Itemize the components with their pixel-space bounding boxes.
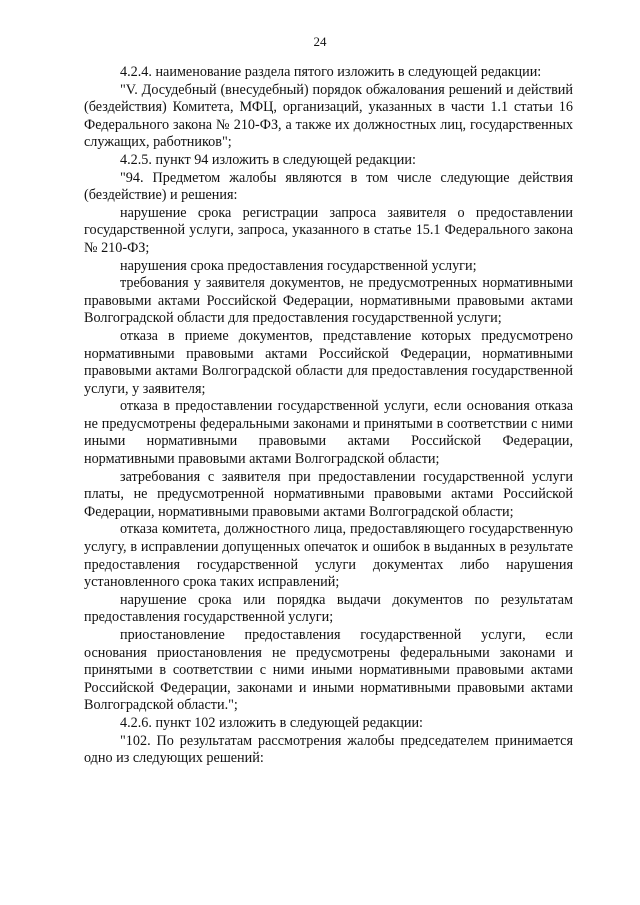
paragraph-section-five-title: "V. Досудебный (внесудебный) порядок обжалования решений и действий (бездействия) Комитета, МФЦ, организаций, указанных в части 1.1 статьи 16 Федерального закона № 210-ФЗ, а также их должностных лиц, государственных служащих, работников"; bbox=[84, 81, 573, 151]
document-body bbox=[84, 64, 573, 768]
paragraph-list-item: нарушение срока регистрации запроса заявителя о предоставлении государственной услуги, запроса, указанного в статье 15.1 Федерального закона № 210-ФЗ; bbox=[84, 204, 573, 256]
paragraph-list-item: отказа комитета, должностного лица, предоставляющего государственную услугу, в исправлении допущенных опечаток и ошибок в выданных в результате предоставления государственной услуги документах либо нарушения установленного срока таких исправлений; bbox=[84, 521, 573, 591]
paragraph-list-item: приостановление предоставления государственной услуги, если основания приостановления не предусмотрены федеральными законами и принятыми в соответствии с ними иными нормативными правовыми актами Российской Федерации, законами и иными нормативными правовыми актами Волгоградской области."; bbox=[84, 627, 573, 714]
paragraph-list-item: нарушения срока предоставления государственной услуги; bbox=[120, 257, 477, 274]
paragraph-list-item: отказа в предоставлении государственной услуги, если основания отказа не предусмотрены федеральными законами и принятыми в соответствии с ними иными нормативными правовыми актами Российской Федерации, нормативными правовыми актами Волгоградской области; bbox=[84, 398, 573, 468]
paragraph-list-item: требования у заявителя документов, не предусмотренных нормативными правовыми актами Российской Федерации, нормативными правовыми актами Волгоградской области для предоставления государственной услуги; bbox=[84, 275, 573, 327]
page-number: 24 bbox=[313, 34, 327, 49]
paragraph-4-2-4: 4.2.4. наименование раздела пятого изложить в следующей редакции: bbox=[120, 64, 542, 80]
paragraph-102-intro: "102. По результатам рассмотрения жалобы председателем принимается одно из следующих решений: bbox=[84, 732, 573, 767]
paragraph-4-2-6: 4.2.6. пункт 102 изложить в следующей редакции: bbox=[120, 714, 423, 731]
paragraph-list-item: отказа в приеме документов, представление которых предусмотрено нормативными правовыми актами Российской Федерации, нормативными правовыми актами Волгоградской области для предоставления государственной услуги, у заявителя; bbox=[84, 327, 573, 397]
paragraph-94-intro: "94. Предметом жалобы являются в том числе следующие действия (бездействие) и решения: bbox=[84, 169, 573, 204]
paragraph-list-item: затребования с заявителя при предоставлении государственной услуги платы, не предусмотренной нормативными правовыми актами Российской Федерации, нормативными правовыми актами Волгоградской области; bbox=[84, 468, 573, 520]
paragraph-list-item: нарушение срока или порядка выдачи документов по результатам предоставления государственной услуги; bbox=[84, 591, 573, 626]
paragraph-4-2-5: 4.2.5. пункт 94 изложить в следующей редакции: bbox=[120, 151, 416, 168]
